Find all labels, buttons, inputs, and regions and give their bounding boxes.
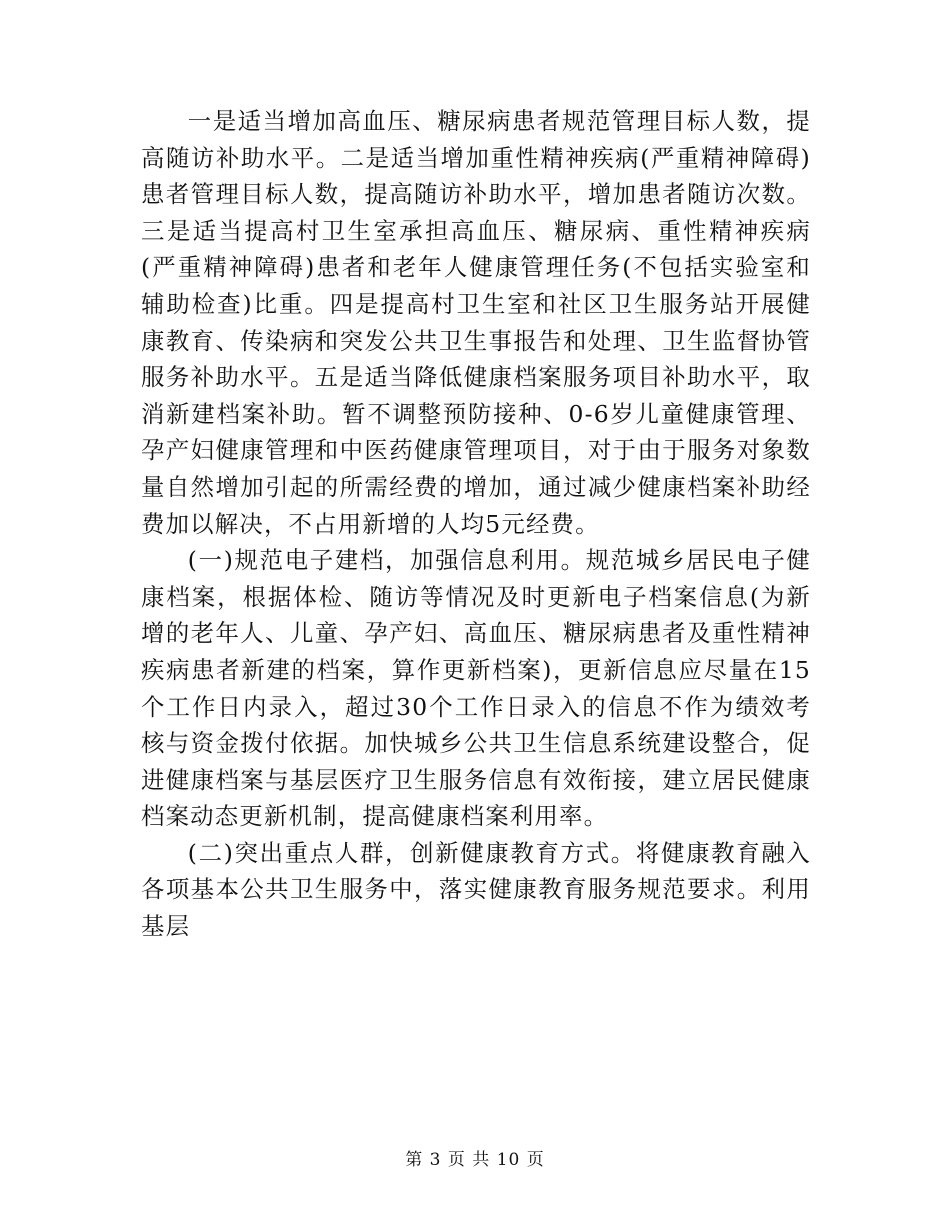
document-body: [141, 103, 811, 945]
page-footer: 第 3 页 共 10 页: [405, 1150, 545, 1170]
paragraph-2: (一)规范电子建档，加强信息利用。规范城乡居民电子健康档案，根据体检、随访等情况及时更新电子档案信息(为新增的老年人、儿童、孕产妇、高血压、糖尿病患者及重性精神疾病患者新建的档案，算作更新档案)，更新信息应尽量在15个工作日内录入，超过30个工作日录入的信息不作为绩效考核与资金拨付依据。加快城乡公共卫生信息系统建设整合，促进健康档案与基层医疗卫生服务信息有效衔接，建立居民健康档案动态更新机制，提高健康档案利用率。: [141, 546, 811, 831]
paragraph-3: (二)突出重点人群，创新健康教育方式。将健康教育融入各项基本公共卫生服务中，落实健康教育服务规范要求。利用基层: [141, 838, 811, 941]
paragraph-1: 一是适当增加高血压、糖尿病患者规范管理目标人数，提高随访补助水平。二是适当增加重性精神疾病(严重精神障碍)患者管理目标人数，提高随访补助水平，增加患者随访次数。三是适当提高村卫生室承担高血压、糖尿病、重性精神疾病(严重精神障碍)患者和老年人健康管理任务(不包括实验室和辅助检查)比重。四是提高村卫生室和社区卫生服务站开展健康教育、传染病和突发公共卫生事报告和处理、卫生监督协管服务补助水平。五是适当降低健康档案服务项目补助水平，取消新建档案补助。暂不调整预防接种、0-6岁儿童健康管理、孕产妇健康管理和中医药健康管理项目，对于由于服务对象数量自然增加引起的所需经费的增加，通过减少健康档案补助经费加以解决，不占用新增的人均5元经费。: [141, 107, 811, 538]
